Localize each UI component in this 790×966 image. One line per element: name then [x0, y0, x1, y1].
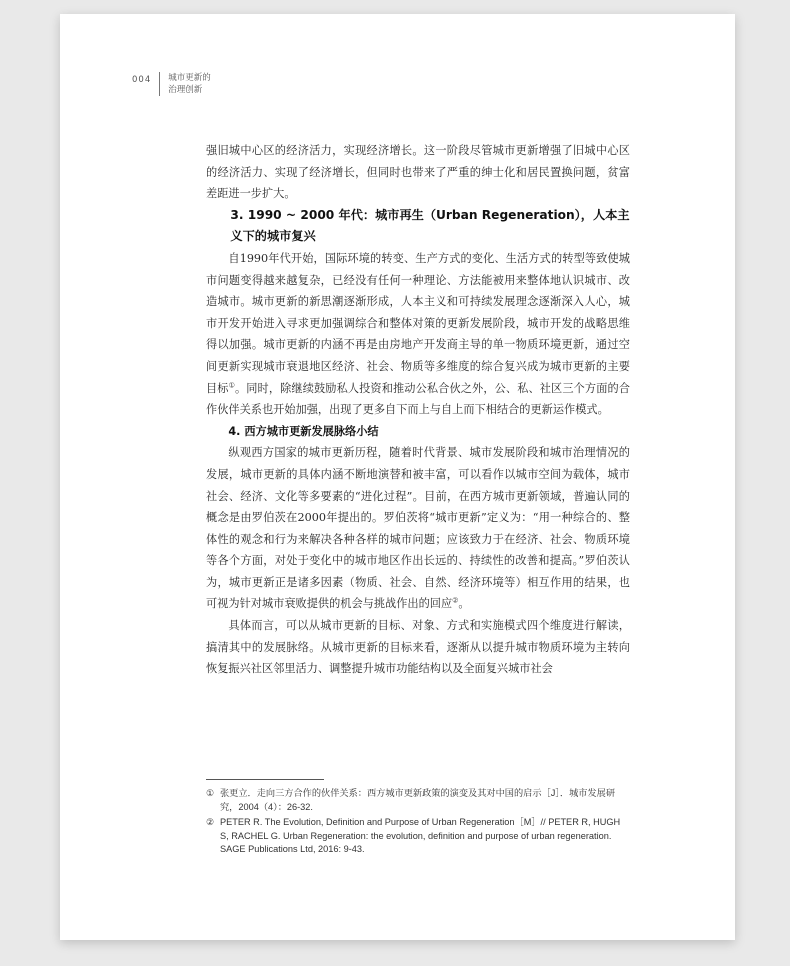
- paragraph-text: 。: [458, 597, 470, 611]
- chapter-title-line1: 城市更新的: [168, 73, 211, 83]
- page-number: 004: [132, 75, 152, 85]
- paragraph-text: 。同时，除继续鼓励私人投资和推动公私合伙之外，公、私、社区三个方面的合作伙伴关系也开始加强，出现了更多自下而上与自上而下相结合的更新运作模式。: [206, 381, 630, 417]
- paragraph-summary: [206, 442, 630, 615]
- header-divider: [159, 72, 160, 96]
- footnote-1: [206, 787, 630, 814]
- footnote-2: [206, 816, 630, 857]
- footnote-divider: [206, 779, 324, 780]
- section-heading-3: 3. 1990 ~ 2000 年代：城市再生（Urban Regeneration），人本主义下的城市复兴: [230, 207, 630, 244]
- footnotes: [206, 787, 630, 859]
- footnote-ref-1[interactable]: ①: [228, 380, 235, 389]
- paragraph-text: 自1990年代开始，国际环境的转变、生产方式的变化、生活方式的转型等致使城市问题变得越来越复杂，已经没有任何一种理论、方法能被用来整体地认识城市、改造城市。城市更新的新思潮逐渐形成，人本主义和可持续发展理念逐渐深入人心，城市开发开始进入寻求更加强调综合和整体对策的更新发展阶段，城市开发的战略思维得以加强。城市更新的内涵不再是由房地产开发商主导的单一物质环境更新，通过空间更新实现城市衰退地区经济、社会、物质等多维度的综合复兴成为城市更新的主要目标: [206, 251, 630, 395]
- footnote-text: 张更立．走向三方合作的伙伴关系：西方城市更新政策的演变及其对中国的启示［J］．城市发展研究，2004（4）：26-32.: [220, 788, 616, 812]
- paragraph-urban-regeneration: [206, 248, 630, 421]
- running-head: [132, 72, 211, 96]
- footnote-text: PETER R. The Evolution, Definition and Purpose of Urban Regeneration［M］// PETER R, HUGH S, RACHEL G. Urban Regeneration: the evolution, definition and purpose of urban regeneration. SAGE Publications Ltd, 2016: 9-43.: [220, 817, 621, 855]
- chapter-title-line2: 治理创新: [168, 85, 203, 95]
- book-page: [60, 14, 735, 940]
- footnote-ref-2[interactable]: ②: [452, 596, 459, 605]
- section-heading-4: 4. 西方城市更新发展脉络小结: [228, 424, 379, 438]
- paragraph-dimensions: 具体而言，可以从城市更新的目标、对象、方式和实施模式四个维度进行解读，搞清其中的发展脉络。从城市更新的目标来看，逐渐从以提升城市物质环境为主转向恢复振兴社区邻里活力、调整提升城市功能结构以及全面复兴城市社会: [206, 619, 630, 676]
- paragraph-text: 纵观西方国家的城市更新历程，随着时代背景、城市发展阶段和城市治理情况的发展，城市更新的具体内涵不断地演替和被丰富，可以看作以城市空间为载体，城市社会、经济、文化等多要素的“进化过程”。目前，在西方城市更新领域，普遍认同的概念是由罗伯茨在2000年提出的。罗伯茨将“城市更新”定义为：“用一种综合的、整体性的观念和行为来解决各种各样的城市问题；应该致力于在经济、社会、物质环境等各个方面，对处于变化中的城市地区作出长远的、持续性的改善和提高。”罗伯茨认为，城市更新正是诸多因素（物质、社会、自然、经济环境等）相互作用的结果，也可视为针对城市衰败提供的机会与挑战作出的回应: [206, 446, 630, 611]
- paragraph-continuation: 强旧城中心区的经济活力，实现经济增长。这一阶段尽管城市更新增强了旧城中心区的经济活力、实现了经济增长，但同时也带来了严重的绅士化和居民置换问题，贫富差距进一步扩大。: [206, 144, 630, 201]
- body-text: [206, 140, 630, 680]
- footnote-mark: ①: [206, 788, 215, 798]
- chapter-title: [168, 72, 211, 96]
- footnote-mark: ②: [206, 817, 215, 828]
